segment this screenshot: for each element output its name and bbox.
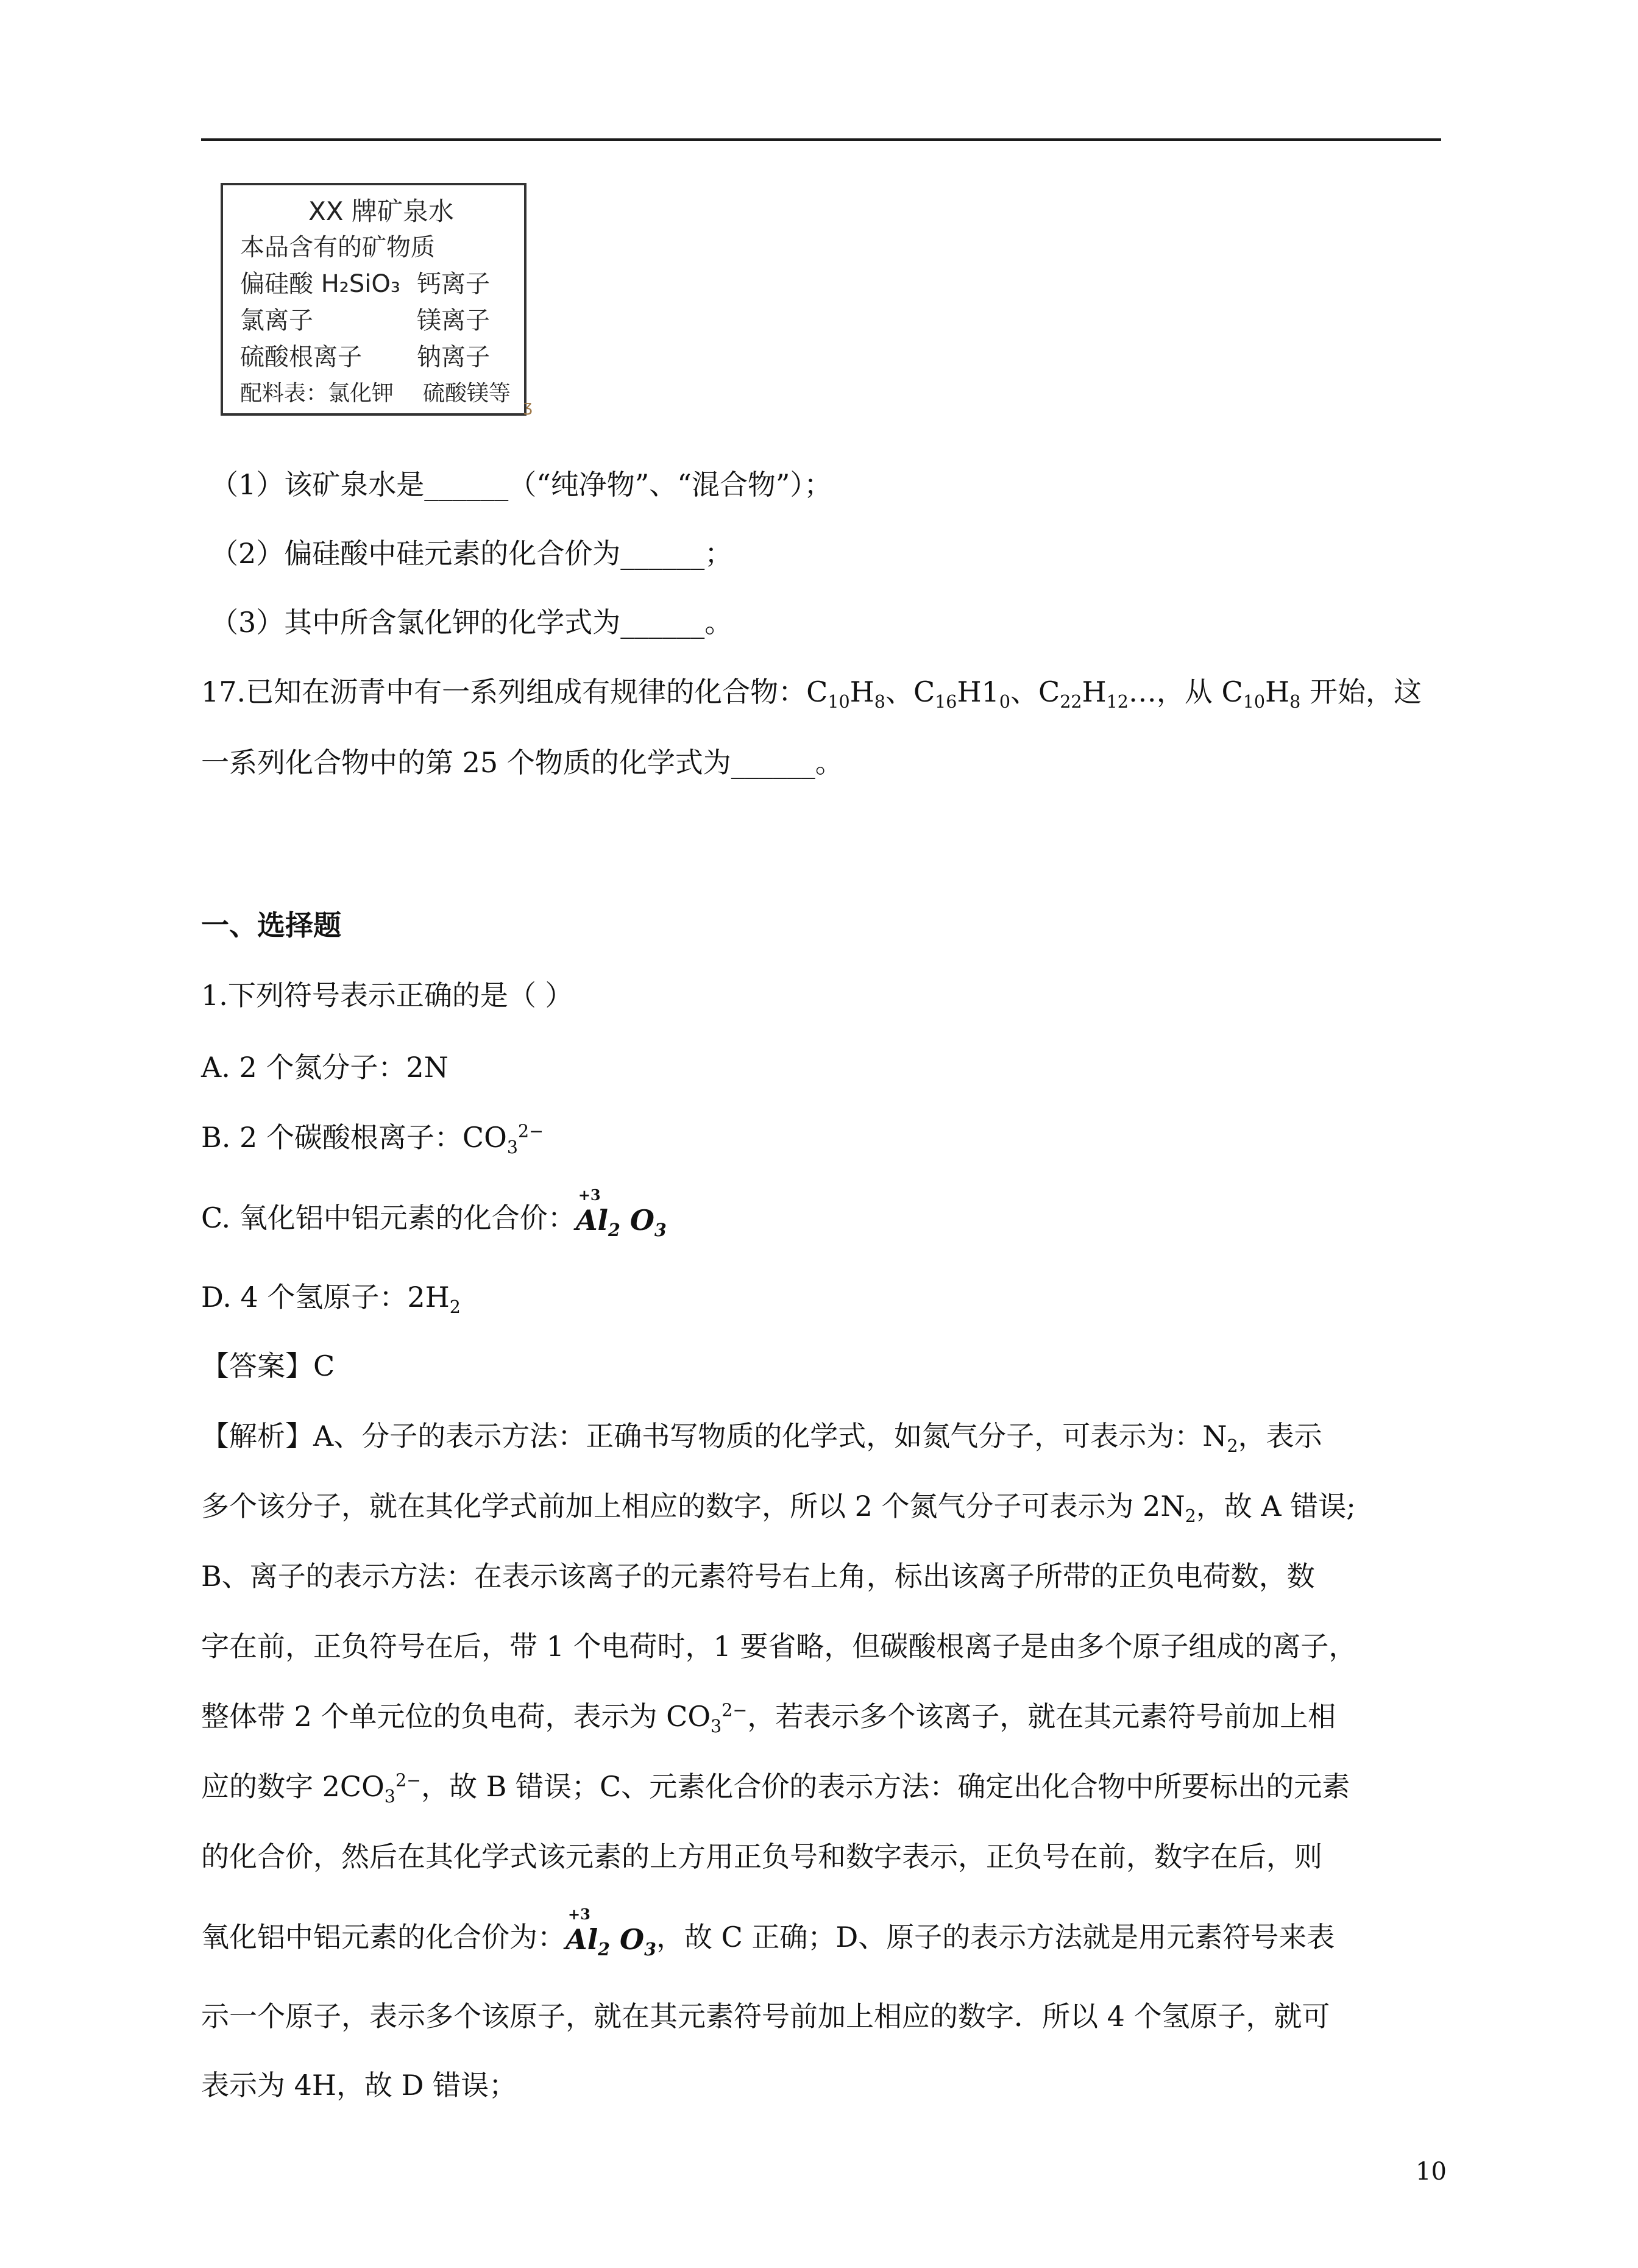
al2o3-valence-formula-inline: +3 $Al_2$ $O_3$ xyxy=(566,1905,656,1960)
analysis-line1: 【解析】A、分子的表示方法：正确书写物质的化学式，如氮气分子，可表示为：$N_2$，表示 xyxy=(201,1420,1322,1457)
label-line1: 本品含有的矿物质 xyxy=(240,233,435,261)
q16-sub2: （2）偏硅酸中硅元素的化合价为______； xyxy=(210,537,733,570)
option-d: D. 4 个氢原子：$2H_2$ xyxy=(201,1281,461,1318)
separator: 、 xyxy=(1010,675,1038,708)
al2o3-valence-formula: +3 $Al_2$ $O_3$ xyxy=(575,1186,667,1241)
label-row2-b: 镁离子 xyxy=(417,307,490,335)
image-corner-mark: ʒ xyxy=(523,397,533,416)
formula-c22h12: $C_{22}H_{12}$ xyxy=(1038,675,1129,713)
option-c: C. 氧化铝中铝元素的化合价： +3 $Al_2$ $O_3$ xyxy=(201,1186,667,1241)
analysis-line7: 的化合价，然后在其化学式该元素的上方用正负号和数字表示，正负号在前，数字在后，则 xyxy=(201,1840,1322,1873)
label-row4-a: 配料表：氯化钾 xyxy=(240,381,394,406)
q17-line2: 一系列化合物中的第 25 个物质的化学式为______。 xyxy=(201,746,843,779)
option-a: A. 2 个氮分子：2N xyxy=(201,1051,448,1084)
page-number: 10 xyxy=(1416,2158,1447,2186)
analysis-line5: 整体带 2 个单元位的负电荷，表示为 $CO_3^{2-}$，若表示多个该离子，就在其元素符号前加上相 xyxy=(201,1700,1336,1737)
formula-c10h8-start: $C_{10}H_8$ xyxy=(1221,675,1301,713)
label-row2-a: 氯离子 xyxy=(240,307,313,335)
analysis-line4: 字在前，正负符号在后，带 1 个电荷时，1 要省略，但碳酸根离子是由多个原子组成的离子， xyxy=(201,1630,1357,1663)
analysis-line8: 氧化铝中铝元素的化合价为： +3 $Al_2$ $O_3$，故 C 正确；D、原子的表示方法就是用元素符号来表 xyxy=(201,1905,1335,1960)
label-row1-b: 钙离子 xyxy=(417,270,490,298)
analysis-line3: B、离子的表示方法：在表示该离子的元素符号右上角，标出该离子所带的正负电荷数，数 xyxy=(201,1560,1315,1593)
label-row1-a: 偏硅酸 H₂SiO₃ xyxy=(240,270,400,298)
analysis-line9: 示一个原子，表示多个该原子，就在其元素符号前加上相应的数字．所以 4 个氢原子，就可 xyxy=(201,2000,1330,2033)
q17-line1 xyxy=(201,675,1422,713)
separator: 、 xyxy=(885,675,913,708)
q17-text-tail: 开始，这 xyxy=(1300,675,1422,708)
analysis-line10: 表示为 4H，故 D 错误； xyxy=(201,2069,517,2102)
ellipsis-text: …，从 xyxy=(1128,675,1222,708)
formula-c16h10: $C_{16}H1_0$ xyxy=(913,675,1010,713)
q1-stem: 1.下列符号表示正确的是（ ） xyxy=(201,979,573,1012)
q16-sub3: （3）其中所含氯化钾的化学式为______。 xyxy=(210,606,733,639)
analysis-line6: 应的数字 $2CO_3^{2-}$，故 B 错误；C、元素化合价的表示方法：确定出化合物中所要标出的元素 xyxy=(201,1770,1350,1807)
q17-text: 17.已知在沥青中有一系列组成有规律的化合物： xyxy=(201,675,807,708)
q16-sub1: （1）该矿泉水是______（“纯净物”、“混合物”）； xyxy=(210,468,832,501)
answer: 【答案】C xyxy=(201,1349,335,1382)
label-row3-b: 钠离子 xyxy=(417,343,490,371)
label-title: XX 牌矿泉水 xyxy=(308,196,454,226)
mineral-water-label-image xyxy=(221,183,533,416)
label-row3-a: 硫酸根离子 xyxy=(240,343,362,371)
formula-c10h8: $C_{10}H_8$ xyxy=(806,675,885,713)
header-rule xyxy=(201,138,1441,141)
option-b: B. 2 个碳酸根离子：$CO_3^{2-}$ xyxy=(201,1121,544,1158)
section-heading: 一、选择题 xyxy=(201,909,341,942)
label-row4-b: 硫酸镁等 xyxy=(423,381,511,406)
analysis-line2: 多个该分子，就在其化学式前加上相应的数字，所以 2 个氮气分子可表示为 $2N_2$，故 A 错误; xyxy=(201,1490,1356,1527)
